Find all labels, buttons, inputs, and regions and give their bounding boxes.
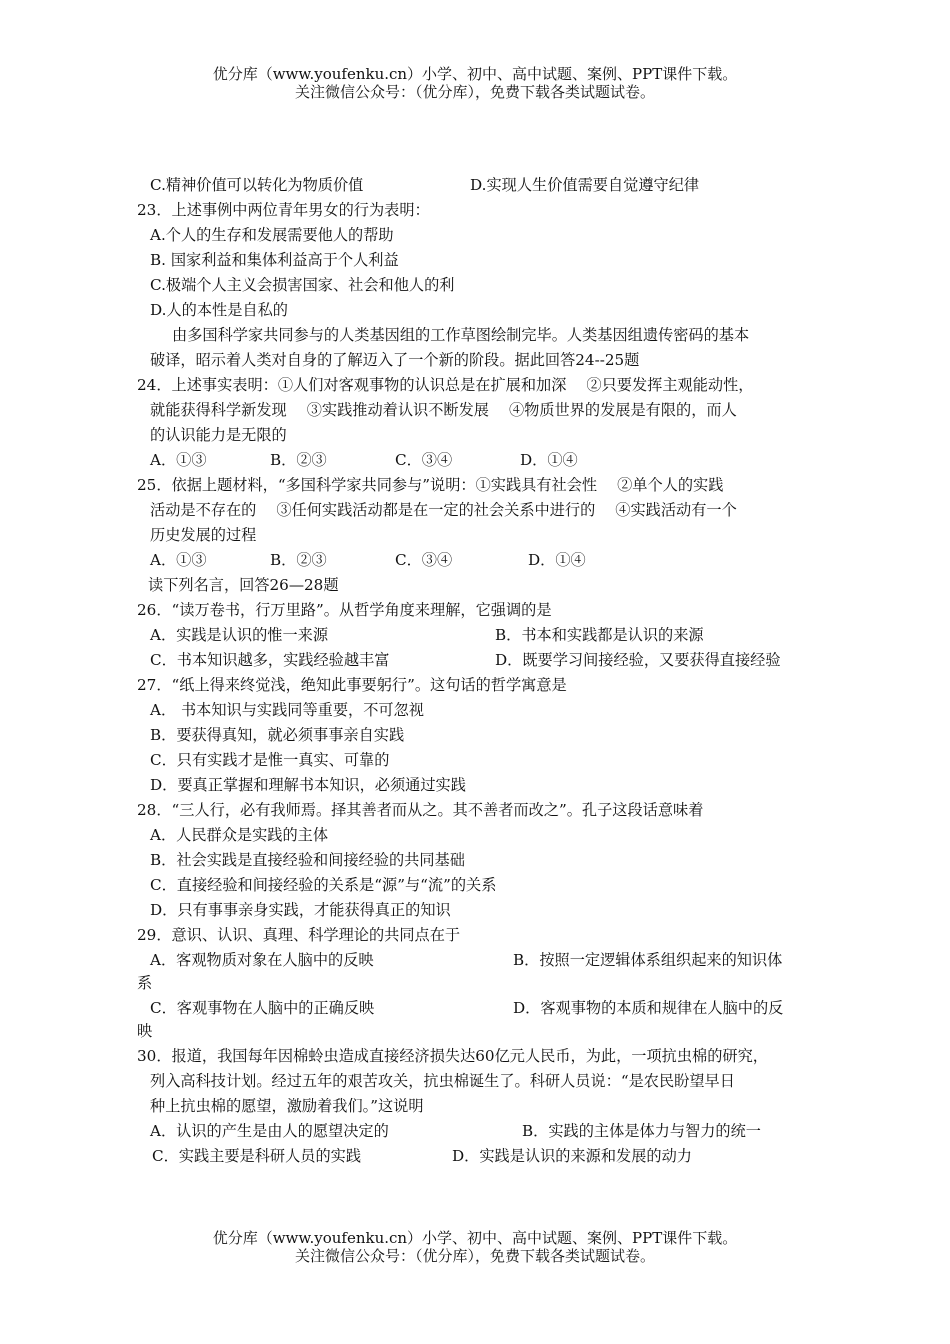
- q30-option-a: A．认识的产生是由人的愿望决定的: [150, 1122, 389, 1140]
- q25-option-b: B．②③: [270, 551, 327, 569]
- q25-option-a: A．①③: [150, 551, 207, 569]
- q24-option-d: D．①④: [520, 451, 578, 469]
- q22-option-d: D.实现人生价值需要自觉遵守纪律: [470, 176, 700, 194]
- footer-line-2: 关注微信公众号：（优分库），免费下载各类试题试卷。: [294, 1247, 655, 1265]
- q22-option-c: C.精神价值可以转化为物质价值: [150, 176, 364, 194]
- q26-option-a: A．实践是认识的惟一来源: [150, 626, 329, 644]
- q26-option-c: C．书本知识越多，实践经验越丰富: [150, 651, 390, 669]
- q25-option-d: D．①④: [528, 551, 586, 569]
- page-footer: [0, 1229, 950, 1265]
- q30-option-b: B．实践的主体是体力与智力的统一: [522, 1122, 761, 1140]
- q29-option-d: D．客观事物的本质和规律在人脑中的反: [513, 999, 784, 1017]
- q30-option-c: C．实践主要是科研人员的实践: [152, 1147, 362, 1165]
- q24-option-b: B．②③: [270, 451, 327, 469]
- q29-option-c: C．客观事物在人脑中的正确反映: [150, 999, 375, 1017]
- q29-option-b: B．按照一定逻辑体系组织起来的知识体: [513, 951, 783, 969]
- q24-option-a: A．①③: [150, 451, 207, 469]
- q26-option-d: D．既要学习间接经验，又要获得直接经验: [495, 651, 781, 669]
- q30-option-d: D．实践是认识的来源和发展的动力: [452, 1147, 692, 1165]
- header-line-1: 优分库（www.youfenku.cn）小学、初中、高中试题、案例、PPT课件下载。: [212, 65, 738, 83]
- q24-option-c: C．③④: [395, 451, 453, 469]
- q25-option-c: C．③④: [395, 551, 453, 569]
- header-line-2: 关注微信公众号：（优分库），免费下载各类试题试卷。: [294, 83, 655, 101]
- page-header: [0, 65, 950, 101]
- q29-option-a: A．客观物质对象在人脑中的反映: [150, 951, 374, 969]
- q26-option-b: B．书本和实践都是认识的来源: [495, 626, 704, 644]
- footer-line-1: 优分库（www.youfenku.cn）小学、初中、高中试题、案例、PPT课件下载。: [212, 1229, 738, 1247]
